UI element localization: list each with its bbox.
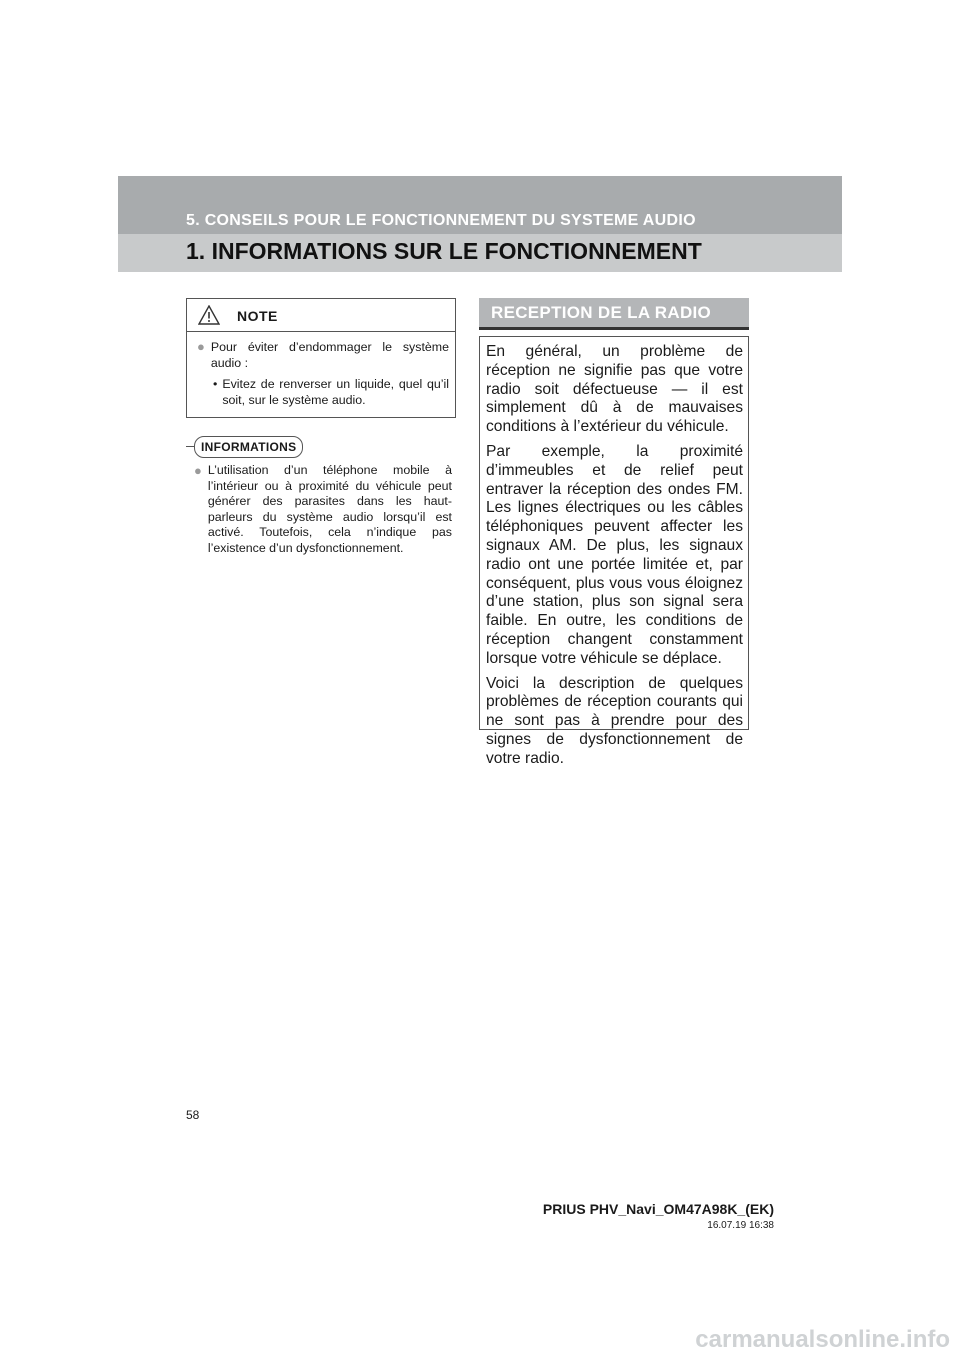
radio-heading-rule [479, 327, 749, 330]
note-label: NOTE [237, 308, 278, 324]
note-sub-bullet-text: Evitez de renverser un liquide, quel qu’il soit, sur le système audio. [222, 377, 449, 407]
note-sub-bullet [197, 376, 449, 408]
note-body [197, 339, 449, 408]
radio-paragraph: En général, un problème de réception ne signifie pas que votre radio soit défectueuse — il est simplement dû à de mauvaises conditions à l’extérieur du véhicule. [486, 343, 743, 436]
note-header [187, 305, 455, 327]
informations-bullet-text: L’utilisation d’un téléphone mobile à l’intérieur ou à proximité du véhicule peut générer des parasites dans les haut-parleurs du système audio lorsqu’il est activé. Toutefois, cela n’indique pas l’existence d’un dysfonctionnement. [207, 463, 452, 555]
note-box [186, 298, 456, 418]
note-bullet-text: Pour éviter d’endommager le système audio : [210, 340, 449, 370]
radio-heading: RECEPTION DE LA RADIO [479, 298, 749, 328]
radio-paragraph: Voici la description de quelques problèmes de réception courants qui ne sont pas à prendre pour des signes de dysfonctionnement de votre radio. [486, 674, 743, 767]
bullet-dot-icon: ● [197, 339, 205, 354]
warning-triangle-icon [198, 305, 220, 325]
bullet-dot-icon: ● [194, 463, 202, 478]
informations-body [194, 463, 452, 556]
watermark: carmanualsonline.info [695, 1326, 950, 1353]
section-title: 5. CONSEILS POUR LE FONCTIONNEMENT DU SYSTEME AUDIO [186, 212, 696, 229]
informations-bullet [194, 463, 452, 556]
radio-text-box [479, 336, 749, 767]
chapter-title: 1. INFORMATIONS SUR LE FONCTIONNEMENT [186, 238, 702, 264]
note-divider [187, 331, 455, 332]
informations-rule [186, 446, 194, 447]
document-code: PRIUS PHV_Navi_OM47A98K_(EK) [542, 1201, 774, 1217]
page-number: 58 [186, 1108, 200, 1122]
informations-label: INFORMATIONS [194, 436, 303, 458]
note-bullet [197, 339, 449, 371]
document-timestamp: 16.07.19 16:38 [707, 1220, 774, 1231]
sub-bullet-dot-icon: • [213, 377, 218, 391]
radio-paragraph: Par exemple, la proximité d’immeubles et de relief peut entraver la réception des ondes FM. Les lignes électriques ou les câbles téléphoniques peuvent affecter les signaux AM. De plus, les signaux radio ont une portée limitée et, par conséquent, plus vous vous éloignez d’une station, plus son signal sera faible. En outre, les conditions de réception changent constamment lorsque votre véhicule se déplace. [486, 442, 743, 667]
